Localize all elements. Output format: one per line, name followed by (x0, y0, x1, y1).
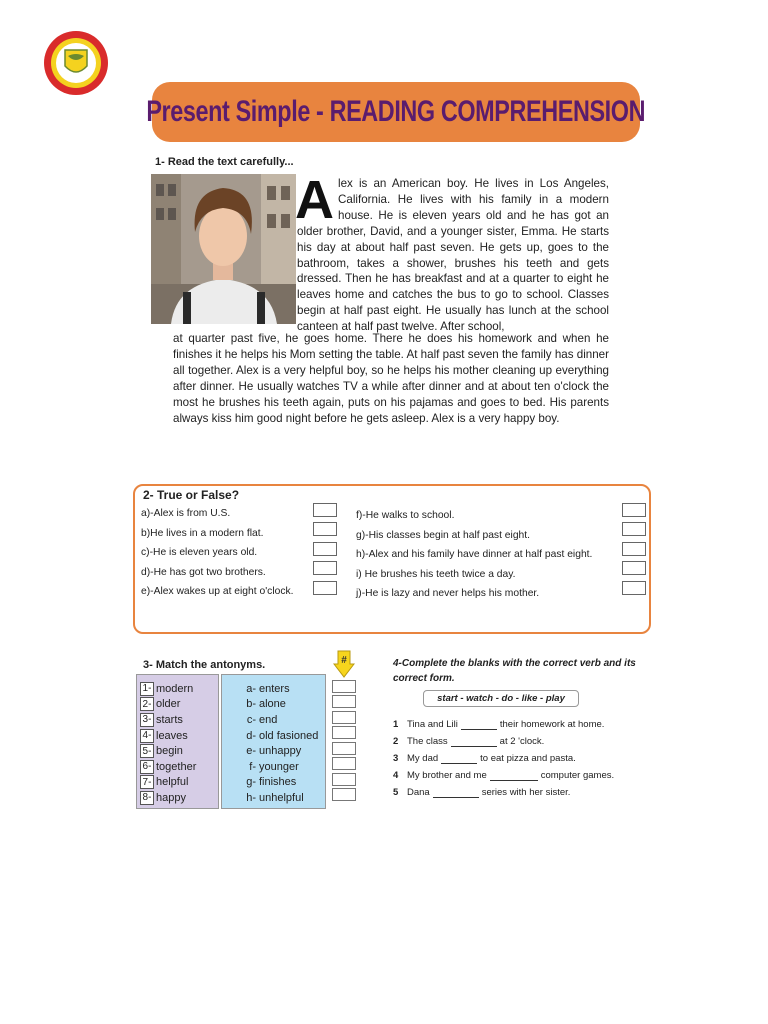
list-item: 4- leaves (137, 728, 218, 744)
word-bank: start - watch - do - like - play (423, 690, 579, 707)
tf-right-column (356, 506, 592, 604)
match-answer-box[interactable] (332, 726, 356, 739)
list-item: e- unhappy (246, 745, 302, 758)
match-answer-box[interactable] (332, 680, 356, 693)
tf-left-column (141, 504, 294, 602)
tf-answer-box[interactable] (313, 561, 337, 575)
blank-field[interactable] (490, 771, 538, 781)
list-item: f- younger (249, 760, 299, 773)
tf-item: h)-Alex and his family have dinner at half past eight. (356, 549, 593, 561)
tf-answer-box[interactable] (622, 542, 646, 556)
tf-answer-box[interactable] (622, 503, 646, 517)
title-banner (146, 82, 646, 142)
list-item: d- old fasioned (246, 729, 319, 742)
match-answer-box[interactable] (332, 788, 356, 801)
match-answer-box[interactable] (332, 711, 356, 724)
blank-field[interactable] (461, 720, 497, 730)
tf-answer-box[interactable] (313, 542, 337, 556)
tf-answer-box[interactable] (622, 581, 646, 595)
blank-field[interactable] (441, 754, 477, 764)
list-item: 3 My dad to eat pizza and pasta. (393, 753, 576, 764)
list-item: 4 My brother and me computer games. (393, 770, 615, 781)
drop-cap: A (295, 170, 334, 230)
arrow-down-icon (333, 650, 355, 678)
list-item: 3- starts (137, 712, 218, 728)
section2-heading: 2- True or False? (143, 488, 240, 502)
section3-heading: 3- Match the antonyms. (143, 659, 266, 671)
tf-answer-box[interactable] (622, 522, 646, 536)
list-item: b- alone (246, 698, 286, 711)
section1-heading: 1- Read the text carefully... (155, 156, 294, 168)
tf-item: b)He lives in a modern flat. (141, 527, 264, 539)
antonyms-left-list (136, 674, 219, 809)
match-answer-box[interactable] (332, 742, 356, 755)
fill-blanks-list (393, 716, 614, 801)
true-false-box (133, 484, 651, 634)
tf-item: f)-He walks to school. (356, 510, 455, 522)
blank-field[interactable] (451, 737, 497, 747)
tf-item: a)-Alex is from U.S. (141, 508, 231, 520)
list-item: 8- happy (137, 790, 218, 806)
list-item: 1- modern (137, 681, 218, 697)
page-title: Present Simple - READING COMPREHENSION (146, 95, 646, 128)
list-item: a- enters (246, 682, 290, 695)
list-item: 5 Dana series with her sister. (393, 787, 571, 798)
list-item: g- finishes (246, 776, 297, 789)
tf-item: g)-His classes begin at half past eight. (356, 529, 530, 541)
section4-heading: 4-Complete the blanks with the correct verb and its correct form. (393, 658, 636, 684)
tf-answer-box[interactable] (313, 581, 337, 595)
tf-answer-box[interactable] (622, 561, 646, 575)
tf-item: i) He brushes his teeth twice a day. (356, 568, 516, 580)
tf-item: e)-Alex wakes up at eight o'clock. (141, 586, 294, 598)
tf-answer-box[interactable] (313, 522, 337, 536)
arrow-label: # (341, 655, 347, 666)
list-item: 2- older (137, 697, 218, 713)
list-item: 1 Tina and Lili their homework at home. (393, 719, 605, 730)
antonyms-right-list (221, 674, 326, 809)
list-item: 7- helpful (137, 775, 218, 791)
reading-paragraph-1: lex is an American boy. He lives in Los Angeles, California. He lives with his family in a modern house. He is eleven years old and he has got an older brother, David, and a younger sister, Emma. He starts his day at about half past seven. He gets up, goes to the bathroom, takes a shower, brushes his teeth and gets dressed. Then he has breakfast and at a quarter to eight he leaves home and catches the bus to go to school. Classes begin at half past eight. He usually has lunch at the school canteen at half past twelve. After school, (297, 177, 609, 334)
boy-photo (151, 174, 296, 324)
list-item: h- unhelpful (246, 791, 304, 804)
match-answer-box[interactable] (332, 773, 356, 786)
tf-item: c)-He is eleven years old. (141, 547, 258, 559)
tf-answer-box[interactable] (313, 503, 337, 517)
reading-paragraph-2: at quarter past five, he goes home. There he does his homework and when he finishes it he helps his Mom setting the table. At half past seven the family has dinner all together. Alex is a very helpful boy, so he helps his mother cleaning up everything after dinner. He usually watches TV a while after dinner and at about ten o'clock the most he brushes his teeth again, puts on his pajamas and goes to bed. His parents always kiss him good night before he gets asleep. Alex is a very happy boy. (173, 332, 609, 425)
match-answer-box[interactable] (332, 757, 356, 770)
blank-field[interactable] (433, 788, 479, 798)
list-item: 6- together (137, 759, 218, 775)
reading-text-top (295, 170, 609, 335)
match-answer-box[interactable] (332, 695, 356, 708)
list-item: c- end (246, 713, 278, 726)
list-item: 2 The class at 2 'clock. (393, 736, 545, 747)
list-item: 5- begin (137, 743, 218, 759)
tf-item: j)-He is lazy and never helps his mother. (356, 588, 540, 600)
tf-item: d)-He has got two brothers. (141, 566, 266, 578)
school-logo (43, 30, 109, 96)
